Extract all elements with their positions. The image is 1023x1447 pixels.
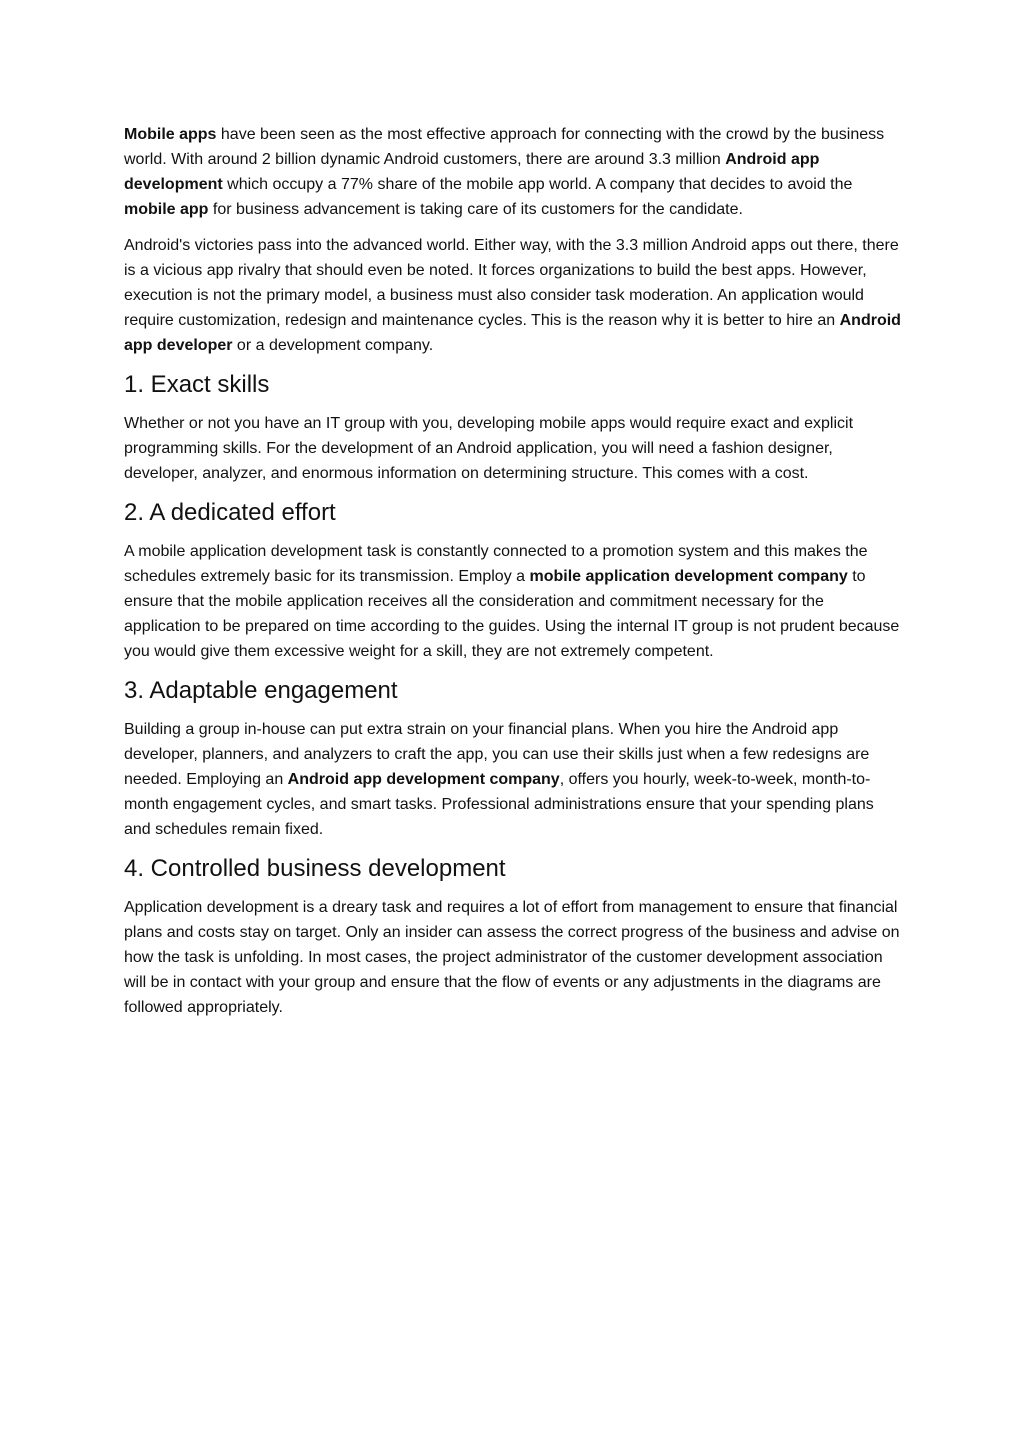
section-body-dedicated-effort [124, 539, 902, 664]
intro-paragraph-2 [124, 233, 902, 358]
section-body-adaptable-engagement [124, 717, 902, 842]
intro-paragraph-1 [124, 122, 902, 222]
bold-phrase: mobile application development company [529, 568, 848, 585]
section-heading-adaptable-engagement: 3. Adaptable engagement [124, 677, 398, 704]
section-body-controlled-development [124, 895, 902, 1020]
bold-phrase: Android app development company [287, 771, 560, 788]
text-run: Android's victories pass into the advanced world. Either way, with the 3.3 million Android apps out there, there is a vicious app rivalry that should even be noted. It forces organizations to build the best apps. However, execution is not the primary model, a business must also consider task moderation. An application would require customization, redesign and maintenance cycles. This is the reason why it is better to hire an [124, 237, 899, 329]
text-run: Application development is a dreary task and requires a lot of effort from management to ensure that financial plans and costs stay on target. Only an insider can assess the correct progress of the business and advise on how the task is unfolding. In most cases, the project administrator of the customer development association will be in contact with your group and ensure that the flow of events or any adjustments in the diagrams are followed appropriately. [124, 899, 900, 1016]
document-page [124, 122, 902, 1031]
text-run: have been seen as the most effective approach for connecting with the crowd by the business world. With around 2 billion dynamic Android customers, there are around 3.3 million [124, 126, 885, 168]
text-run: or a development company. [232, 337, 434, 354]
text-run: , offers you hourly, week-to-week, month-to-month engagement cycles, and smart tasks. Professional administrations ensure that your spending plans and schedules remain fixed. [124, 771, 874, 838]
text-run: A mobile application development task is constantly connected to a promotion system and this makes the schedules extremely basic for its transmission. Employ a [124, 543, 868, 585]
bold-phrase: Mobile apps [124, 126, 217, 143]
section-heading-dedicated-effort: 2. A dedicated effort [124, 499, 336, 526]
text-run: to ensure that the mobile application receives all the consideration and commitment necessary for the application to be prepared on time according to the guides. Using the internal IT group is not prudent because you would give them excessive weight for a skill, they are not extremely competent. [124, 568, 900, 660]
text-run: for business advancement is taking care of its customers for the candidate. [208, 201, 743, 218]
bold-phrase: Android app developer [124, 312, 901, 354]
bold-phrase: Android app development [124, 151, 820, 193]
bold-phrase: mobile app [124, 201, 209, 218]
text-run: Building a group in-house can put extra strain on your financial plans. When you hire the Android app developer, planners, and analyzers to craft the app, you can use their skills just when a few redesigns are needed. Employing an [124, 721, 870, 788]
section-heading-controlled-development: 4. Controlled business development [124, 855, 506, 882]
text-run: which occupy a 77% share of the mobile app world. A company that decides to avoid the [222, 176, 853, 193]
section-body-exact-skills [124, 411, 902, 486]
text-run: Whether or not you have an IT group with you, developing mobile apps would require exact and explicit programming skills. For the development of an Android application, you will need a fashion designer, developer, analyzer, and enormous information on determining structure. This comes with a cost. [124, 415, 854, 482]
section-heading-exact-skills: 1. Exact skills [124, 371, 270, 398]
